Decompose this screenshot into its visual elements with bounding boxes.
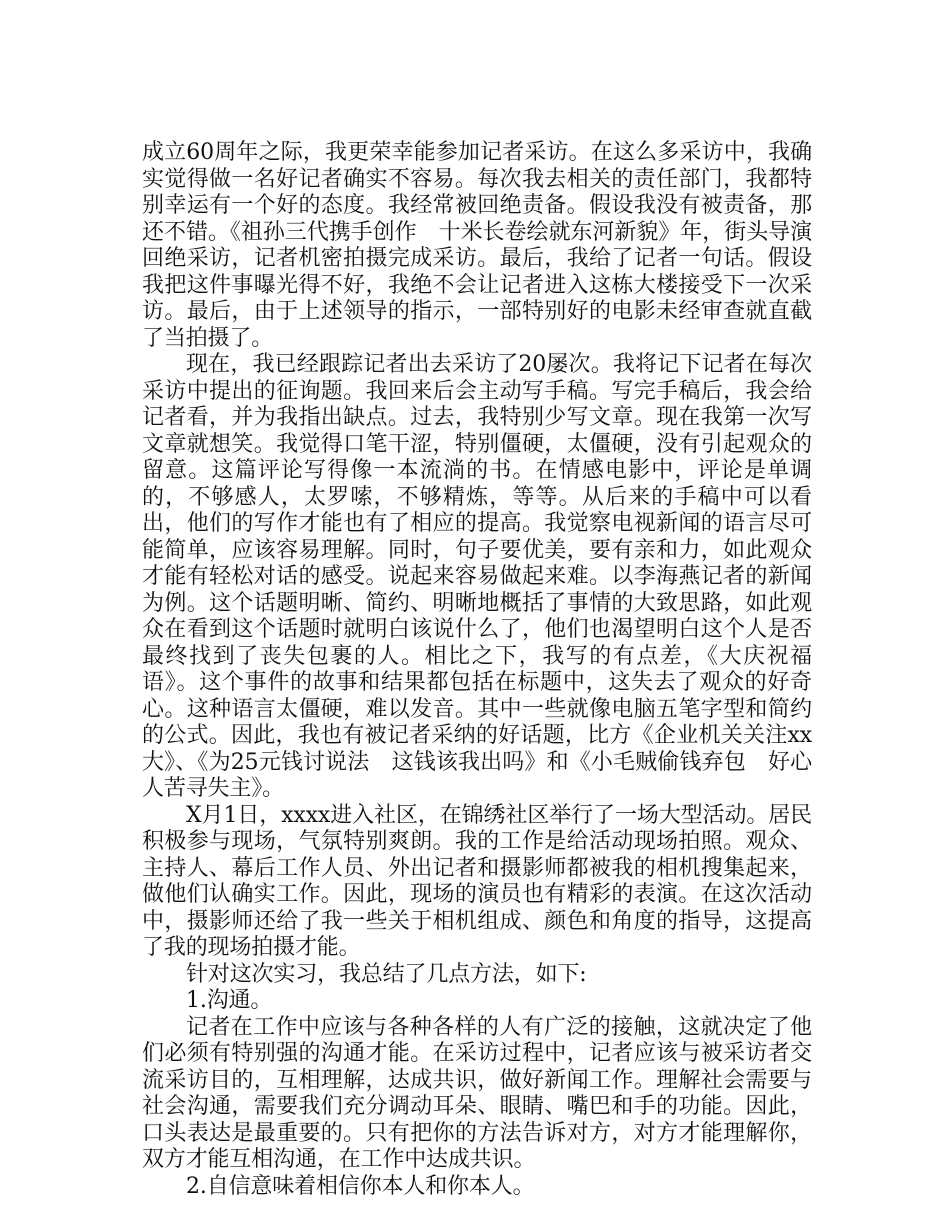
paragraph-5-heading: 1.沟通。 — [186, 988, 273, 1013]
paragraph-7-heading: 2.自信意味着相信你本人和你本人。 — [186, 1173, 535, 1199]
document-body — [142, 140, 812, 1200]
paragraph-4: 针对这次实习，我总结了几点方法，如下: — [186, 961, 587, 987]
paragraph-1: 成立60周年之际，我更荣幸能参加记者采访。在这么多采访中，我确实觉得做一名好记者确实不容易。每次我去相关的责任部门，我都特别幸运有一个好的态度。我经常被回绝责备。假设我没有被责备，那还不错。《祖孙三代携手创作 十米长卷绘就东河新貌》年，街头导演回绝采访，记者机密拍摄完成采访。最后，我给了记者一句话。假设我把这件事曝光得不好，我绝不会让记者进入这栋大楼接受下一次采访。最后，由于上述领导的指示，一部特别好的电影未经审查就直截了当拍摄了。 — [142, 140, 812, 351]
paragraph-3: X月1日，xxxx进入社区，在锦绣社区举行了一场大型活动。居民积极参与现场，气氛特别爽朗。我的工作是给活动现场拍照。观众、主持人、幕后工作人员、外出记者和摄影师都被我的相机搜集起来，做他们认确实工作。因此，现场的演员也有精彩的表演。在这次活动中，摄影师还给了我一些关于相机组成、颜色和角度的指导，这提高了我的现场拍摄才能。 — [142, 802, 812, 960]
paragraph-6: 记者在工作中应该与各种各样的人有广泛的接触，这就决定了他们必须有特别强的沟通才能。在采访过程中，记者应该与被采访者交流采访目的，互相理解，达成共识，做好新闻工作。理解社会需要与社会沟通，需要我们充分调动耳朵、眼睛、嘴巴和手的功能。因此，口头表达是最重要的。只有把你的方法告诉对方，对方才能理解你，双方才能互相沟通，在工作中达成共识。 — [142, 1014, 812, 1172]
paragraph-2: 现在，我已经跟踪记者出去采访了20屡次。我将记下记者在每次采访中提出的征询题。我回来后会主动写手稿。写完手稿后，我会给记者看，并为我指出缺点。过去，我特别少写文章。现在我第一次写文章就想笑。我觉得口笔干涩，特别僵硬，太僵硬，没有引起观众的留意。这篇评论写得像一本流淌的书。在情感电影中，评论是单调的，不够感人，太罗嗦，不够精炼，等等。从后来的手稿中可以看出，他们的写作才能也有了相应的提高。我觉察电视新闻的语言尽可能简单，应该容易理解。同时，句子要优美，要有亲和力，如此观众才能有轻松对话的感受。说起来容易做起来难。以李海燕记者的新闻为例。这个话题明晰、简约、明晰地概括了事情的大致思路，如此观众在看到这个话题时就明白该说什么了，他们也渴望明白这个人是否最终找到了丧失包裹的人。相比之下，我写的有点差，《大庆祝福语》。这个事件的故事和结果都包括在标题中，这失去了观众的好奇心。这种语言太僵硬，难以发音。其中一些就像电脑五笔字型和简约的公式。因此，我也有被记者采纳的好话题，比方《企业机关关注xx大》、《为25元钱讨说法 这钱该我出吗》和《小毛贼偷钱弃包 好心人苦寻失主》。 — [142, 352, 812, 801]
